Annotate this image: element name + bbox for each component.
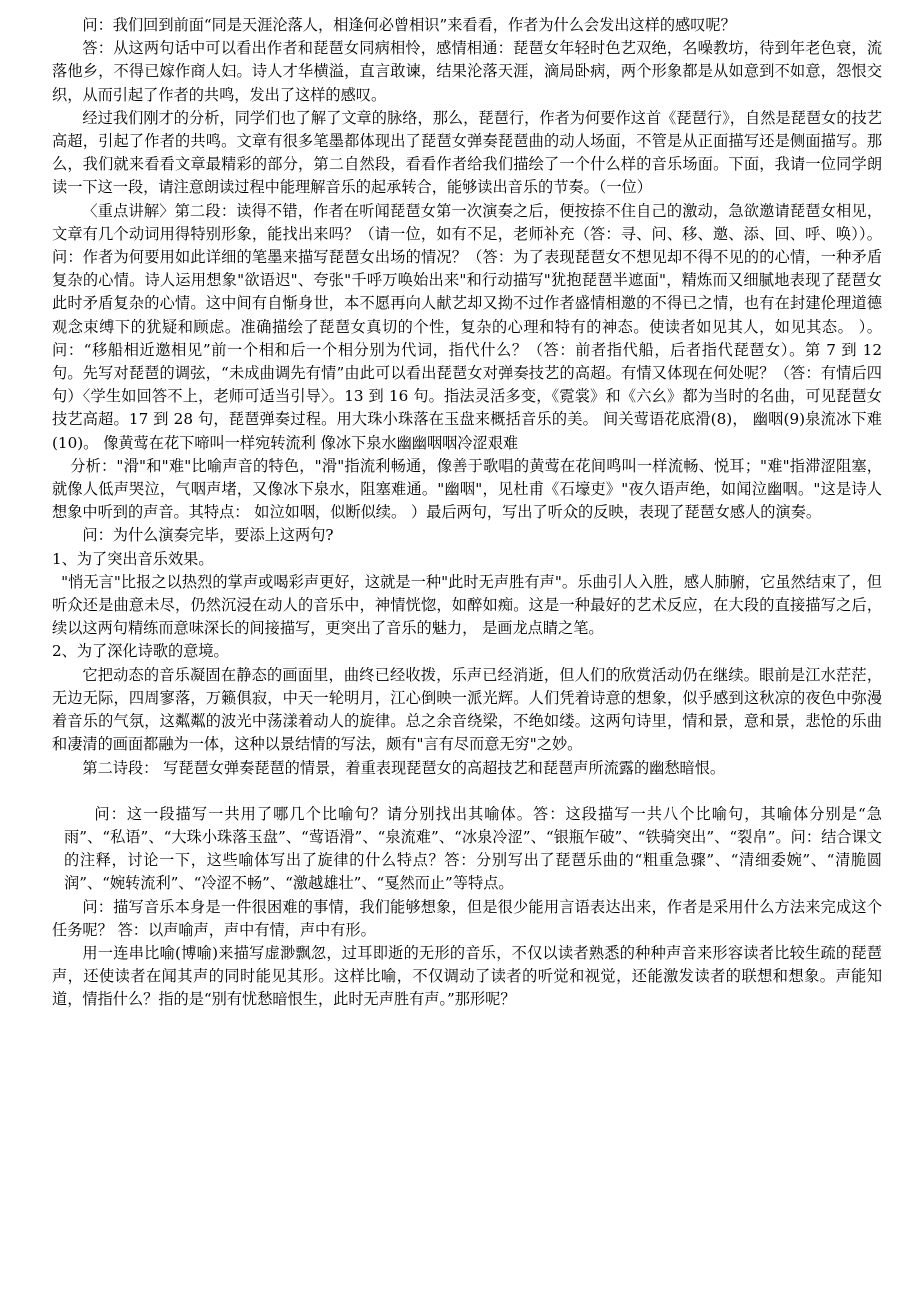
blank-line xyxy=(52,780,882,803)
document-page xyxy=(52,14,882,1012)
answer-paragraph-1: 答：从这两句话中可以看出作者和琵琶女同病相怜，感情相通：琵琶女年轻时色艺双绝，名噪教坊，待到年老色衰，流落他乡，不得已嫁作商人妇。诗人才华横溢，直言敢谏，结果沦落天涯，滴局卧病，两个形象都是从如意到不如意，怨恨交织，从而引起了作者的共鸣，发出了这样的感叹。 xyxy=(52,39,882,104)
metaphor-question-paragraph: 问：这一段描写一共用了哪几个比喻句？请分别找出其喻体。答：这段描写一共八个比喻句，其喻体分别是“急雨”、“私语”、“大珠小珠落玉盘”、“莺语滑”、“泉流难”、“冰泉冷涩”、“银瓶乍破”、“铁骑突出”、“裂帛”。问：结合课文的注释，讨论一下，这些喻体写出了旋律的什么特点？答：分别写出了琵琶乐曲的“粗重急骤”、“清细委婉”、“清脆圆润”、“婉转流利”、“冷涩不畅”、“激越雄壮”、“戛然而止”等特点。 xyxy=(64,804,882,893)
analysis-paragraph: 经过我们刚才的分析，同学们也了解了文章的脉络，那么，琵琶行，作者为何要作这首《琵琶行》，自然是琵琶女的技艺高超，引起了作者的共鸣。文章有很多笔墨都体现出了琵琶女弹奏琵琶曲的动人场面，不管是从正面描写还是侧面描写。那么，我们就来看看文章最精彩的部分，第二自然段，看看作者给我们描绘了一个什么样的音乐场面。下面，我请一位同学朗读一下这一段，请注意朗读过程中能理解音乐的起承转合，能够读出音乐的节奏。（一位） xyxy=(52,108,882,197)
list-item-1: 1、为了突出音乐效果。 xyxy=(52,549,214,568)
question-paragraph-1: 问：我们回到前面“同是天涯沦落人，相逢何必曾相识”来看看，作者为什么会发出这样的感叹呢？ xyxy=(82,16,736,34)
metaphor-analysis-paragraph: 分析："滑"和"难"比喻声音的特色，"滑"指流利畅通，像善于歌唱的黄莺在花间鸣叫一样流畅、悦耳；"难"指滞涩阻塞，就像人低声哭泣，气咽声堵，又像冰下泉水，阻塞难通。"幽咽"，见杜甫《石壕吏》"夜久语声绝，如闻泣幽咽。"这是诗人想象中听到的声音。其特点： 如泣如咽，似断似续。 ）最后两句，写出了听众的反映，表现了琵琶女感人的演奏。 xyxy=(52,456,882,522)
key-explanation-paragraph: 〈重点讲解〉第二段：读得不错，作者在听闻琵琶女第一次演奏之后，便按捺不住自己的激动，急欲邀请琵琶女相见，文章有几个动词用得特别形象，能找出来吗？（请一位，如有不足，老师补充（答：寻、问、移、邀、添、回、呼、唤））。问：作者为何要用如此详细的笔墨来描写琵琶女出场的情况？（答：为了表现琵琶女不想见却不得不见的的心情，一种矛盾复杂的心情。诗人运用想象"欲语迟"、夸张"千呼万唤始出来"和行动描写"犹抱琵琶半遮面"，精炼而又细腻地表现了琵琶女此时矛盾复杂的心情。这中间有自惭身世，本不愿再向人献艺却又拗不过作者盛情相邀的不得已之情，也有在封建伦理道德观念束缚下的犹疑和顾虑。准确描绘了琵琶女真切的个性，复杂的心理和特有的神态。使读者如见其人，如见其态。 ）。问：“移船相近邀相见”前一个相和后一个相分别为代词，指代什么？（答：前者指代船，后者指代琵琶女）。第 7 到 12 句。先写对琵琶的调弦，“未成曲调先有情”由此可以看出琵琶女对弹奏技艺的高超。有情又体现在何处呢？（答：有情后四句）〈学生如回答不上，老师可适当引导〉。13 到 16 句。指法灵活多变，《霓裳》和《六幺》都为当时的名曲，可见琵琶女技艺高超。17 到 28 句，琵琶弹奏过程。用大珠小珠落在玉盘来概括音乐的美。 间关莺语花底滑(8)， 幽咽(9)泉流冰下难(10)。 像黄莺在花下啼叫一样宛转流利 像冰下泉水幽幽咽咽冷涩艰难 xyxy=(52,201,882,452)
final-paragraph: 用一连串比喻(博喻)来描写虚渺飘忽，过耳即逝的无形的音乐，不仅以读者熟悉的种种声音来形容读者比较生疏的琵琶声，还使读者在闻其声的同时能见其形。这样比喻，不仅调动了读者的听觉和视觉，还能激发读者的联想和想象。声能知道，情指什么？指的是“别有忧愁暗恨生，此时无声胜有声。”那形呢？ xyxy=(52,943,882,1009)
question-paragraph-2: 问：为什么演奏完毕，要添上这两句? xyxy=(82,526,334,545)
list-item-2: 2、为了深化诗歌的意境。 xyxy=(52,642,229,661)
artistic-conception-paragraph: 它把动态的音乐凝固在静态的画面里，曲终已经收拨，乐声已经消逝，但人们的欣赏活动仍在继续。眼前是江水茫茫，无边无际，四周寥落，万籁俱寂，中天一轮明月，江心倒映一派光辉。人们凭着诗意的想象，似乎感到这秋凉的夜色中弥漫着音乐的气氛，这粼粼的波光中荡漾着动人的旋律。总之余音绕梁，不绝如缕。这两句诗里，情和景，意和景，悲怆的乐曲和凄清的画面都融为一体，这种以景结情的写法，颇有"言有尽而意无穷"之妙。 xyxy=(52,665,882,754)
section-two-heading: 第二诗段： 写琵琶女弹奏琵琶的情景，着重表现琵琶女的高超技艺和琵琶声所流露的幽愁暗恨。 xyxy=(82,758,726,777)
music-effect-paragraph: "悄无言"比报之以热烈的掌声或喝彩声更好，这就是一种"此时无声胜有声"。乐曲引人入胜，感人肺腑，它虽然结束了，但听众还是曲意未尽，仍然沉浸在动人的音乐中，神情恍惚，如醉如痴。这是一种最好的艺术反应，在大段的直接描写之后，续以这两句精练而意味深长的间接描写，更突出了音乐的魅力， 是画龙点睛之笔。 xyxy=(52,572,882,638)
music-description-question: 问：描写音乐本身是一件很困难的事情，我们能够想象，但是很少能用言语表达出来，作者是采用什么方法来完成这个任务呢？ 答：以声喻声，声中有情，声中有形。 xyxy=(52,897,882,939)
